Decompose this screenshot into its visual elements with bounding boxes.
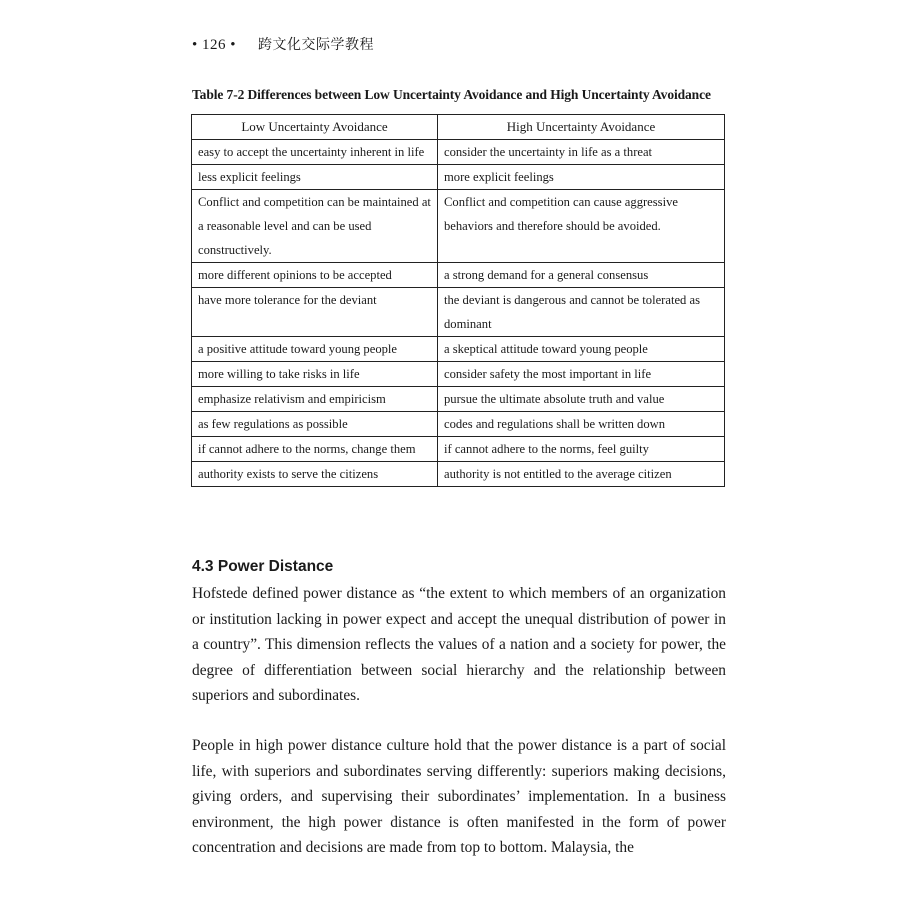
table-cell: a skeptical attitude toward young people	[438, 337, 725, 362]
column-header-high: High Uncertainty Avoidance	[438, 115, 725, 140]
table-cell: more explicit feelings	[438, 165, 725, 190]
table-row	[192, 337, 725, 362]
table-cell: authority is not entitled to the average citizen	[438, 462, 725, 487]
table-caption: Table 7-2 Differences between Low Uncertainty Avoidance and High Uncertainty Avoidance	[192, 87, 711, 102]
column-header-low: Low Uncertainty Avoidance	[192, 115, 438, 140]
table-header-row	[192, 115, 725, 140]
table-row	[192, 190, 725, 263]
table-row	[192, 165, 725, 190]
page-number: • 126 •	[192, 37, 237, 53]
table-cell: more willing to take risks in life	[192, 362, 438, 387]
table-row	[192, 437, 725, 462]
table-cell: less explicit feelings	[192, 165, 438, 190]
table-cell: easy to accept the uncertainty inherent in life	[192, 140, 438, 165]
body-paragraph: Hofstede defined power distance as “the extent to which members of an organization or institution lacking in power expect and accept the unequal distribution of power in a country”. This dimension reflects the values of a nation and a society for power, the degree of differentiation between social hierarchy and the relationship between superiors and subordinates.	[192, 585, 726, 705]
table-row	[192, 462, 725, 487]
table-cell: have more tolerance for the deviant	[192, 288, 438, 337]
table-cell: the deviant is dangerous and cannot be tolerated as dominant	[438, 288, 725, 337]
table-cell: emphasize relativism and empiricism	[192, 387, 438, 412]
table-row	[192, 140, 725, 165]
table-cell: authority exists to serve the citizens	[192, 462, 438, 487]
book-title: 跨文化交际学教程	[258, 37, 375, 53]
table-row	[192, 387, 725, 412]
table-cell: pursue the ultimate absolute truth and value	[438, 387, 725, 412]
table-row	[192, 412, 725, 437]
section-heading: 4.3 Power Distance	[192, 558, 334, 575]
table-row	[192, 263, 725, 288]
table-cell: as few regulations as possible	[192, 412, 438, 437]
table-row	[192, 362, 725, 387]
body-paragraph: People in high power distance culture hold that the power distance is a part of social life, with superiors and subordinates serving differently: superiors making decisions, giving orders, and supervising their subordinates’ implementation. In a business environment, the high power distance is often manifested in the form of power concentration and decisions are made from top to bottom. Malaysia, the	[192, 737, 726, 857]
table-cell: more different opinions to be accepted	[192, 263, 438, 288]
table-cell: consider the uncertainty in life as a threat	[438, 140, 725, 165]
table-cell: if cannot adhere to the norms, change them	[192, 437, 438, 462]
table-cell: a positive attitude toward young people	[192, 337, 438, 362]
table-cell: consider safety the most important in life	[438, 362, 725, 387]
table-cell: if cannot adhere to the norms, feel guilty	[438, 437, 725, 462]
table-cell: Conflict and competition can be maintained at a reasonable level and can be used constructively.	[192, 190, 438, 263]
table-cell: Conflict and competition can cause aggressive behaviors and therefore should be avoided.	[438, 190, 725, 263]
table-cell: a strong demand for a general consensus	[438, 263, 725, 288]
uncertainty-avoidance-table	[191, 114, 725, 487]
table-cell: codes and regulations shall be written down	[438, 412, 725, 437]
page-header	[192, 34, 374, 54]
table-row	[192, 288, 725, 337]
